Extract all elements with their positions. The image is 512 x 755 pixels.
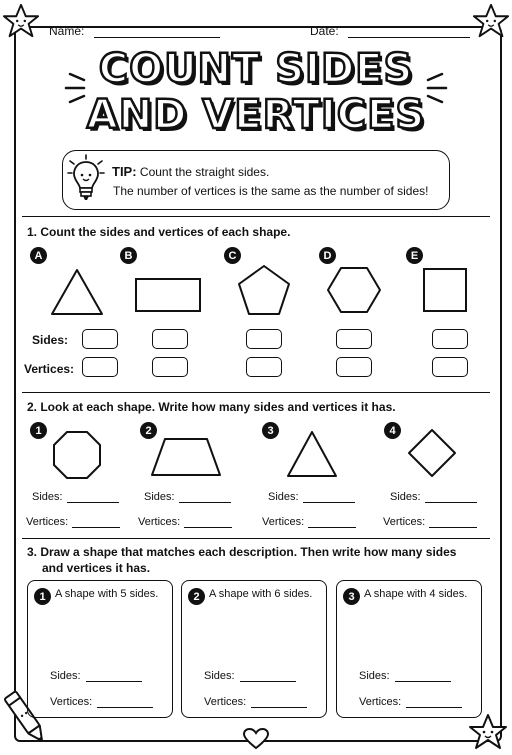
tip-box <box>62 150 450 210</box>
vertices-label: Vertices: <box>24 362 75 376</box>
name-label: Name: <box>49 24 85 38</box>
sides-answer[interactable] <box>32 490 119 503</box>
hexagon-icon <box>327 266 381 314</box>
pentagon-icon <box>237 264 291 316</box>
vertices-answer[interactable] <box>138 515 232 528</box>
card-prompt: A shape with 4 sides. <box>364 588 468 600</box>
answer-line[interactable] <box>67 490 119 503</box>
divider <box>22 216 490 217</box>
page-title-line2: AND VERTICES <box>86 92 426 138</box>
divider <box>22 392 490 393</box>
vertices-answer-box[interactable] <box>152 357 188 377</box>
shape-letter-badge: A <box>30 247 47 264</box>
shape-letter-badge: B <box>120 247 137 264</box>
sides-label: Sides: <box>359 670 390 682</box>
vertices-label: Vertices: <box>26 516 69 528</box>
sides-label: Sides: <box>32 491 63 503</box>
star-icon <box>472 2 510 40</box>
shape-number-badge: 2 <box>140 422 157 439</box>
sides-answer[interactable] <box>390 490 477 503</box>
shape-letter-badge: D <box>319 247 336 264</box>
sides-answer[interactable] <box>144 490 231 503</box>
rectangle-icon <box>135 278 201 312</box>
q2-heading: 2. Look at each shape. Write how many sides and vertices it has. <box>27 400 396 414</box>
card-prompt: A shape with 5 sides. <box>55 588 159 600</box>
triangle-icon <box>286 430 338 478</box>
vertices-answer-box[interactable] <box>82 357 118 377</box>
answer-line[interactable] <box>429 515 477 528</box>
sides-label: Sides: <box>50 670 81 682</box>
vertices-label: Vertices: <box>138 516 181 528</box>
sparkle-lines-icon <box>62 68 92 108</box>
heart-icon <box>243 728 269 750</box>
sides-answer-box[interactable] <box>152 329 188 349</box>
answer-line[interactable] <box>97 695 153 708</box>
sides-label: Sides: <box>204 670 235 682</box>
answer-line[interactable] <box>86 669 142 682</box>
vertices-answer[interactable] <box>50 695 153 708</box>
sides-label: Sides: <box>268 491 299 503</box>
name-line[interactable] <box>94 25 220 38</box>
divider <box>22 538 490 539</box>
tip-line1 <box>112 164 269 179</box>
square-icon <box>423 268 467 312</box>
sides-answer[interactable] <box>268 490 355 503</box>
sides-label: Sides: <box>390 491 421 503</box>
draw-card[interactable] <box>336 580 482 718</box>
name-field[interactable] <box>49 24 220 38</box>
card-number-badge: 2 <box>188 588 205 605</box>
vertices-label: Vertices: <box>50 696 93 708</box>
trapezoid-icon <box>150 437 222 477</box>
card-number-badge: 3 <box>343 588 360 605</box>
page-title-line1: COUNT SIDES <box>98 46 414 92</box>
triangle-icon <box>50 268 104 316</box>
q1-heading: 1. Count the sides and vertices of each shape. <box>27 225 291 239</box>
vertices-label: Vertices: <box>383 516 426 528</box>
draw-card[interactable] <box>181 580 327 718</box>
answer-line[interactable] <box>179 490 231 503</box>
card-number-badge: 1 <box>34 588 51 605</box>
vertices-answer-box[interactable] <box>336 357 372 377</box>
date-label: Date: <box>310 24 339 38</box>
diamond-icon <box>407 428 457 478</box>
shape-number-badge: 4 <box>384 422 401 439</box>
sides-answer[interactable] <box>359 669 451 682</box>
answer-line[interactable] <box>184 515 232 528</box>
vertices-label: Vertices: <box>204 696 247 708</box>
tip-text-1: Count the straight sides. <box>139 165 270 179</box>
sparkle-lines-icon <box>420 68 450 108</box>
vertices-answer[interactable] <box>262 515 356 528</box>
date-line[interactable] <box>348 25 470 38</box>
q3-heading-cont: and vertices it has. <box>42 561 151 575</box>
sides-answer-box[interactable] <box>246 329 282 349</box>
sides-answer-box[interactable] <box>82 329 118 349</box>
vertices-answer-box[interactable] <box>432 357 468 377</box>
star-icon <box>468 712 508 752</box>
date-field[interactable] <box>310 24 470 38</box>
answer-line[interactable] <box>308 515 356 528</box>
sides-answer-box[interactable] <box>336 329 372 349</box>
card-prompt: A shape with 6 sides. <box>209 588 313 600</box>
answer-line[interactable] <box>240 669 296 682</box>
vertices-label: Vertices: <box>262 516 305 528</box>
star-icon <box>2 2 40 40</box>
draw-card[interactable] <box>27 580 173 718</box>
shape-letter-badge: E <box>406 247 423 264</box>
sides-answer[interactable] <box>204 669 296 682</box>
answer-line[interactable] <box>406 695 462 708</box>
shape-number-badge: 3 <box>262 422 279 439</box>
vertices-label: Vertices: <box>359 696 402 708</box>
vertices-answer[interactable] <box>383 515 477 528</box>
answer-line[interactable] <box>395 669 451 682</box>
answer-line[interactable] <box>72 515 120 528</box>
vertices-answer[interactable] <box>204 695 307 708</box>
sides-answer[interactable] <box>50 669 142 682</box>
vertices-answer[interactable] <box>359 695 462 708</box>
sides-answer-box[interactable] <box>432 329 468 349</box>
sides-label: Sides: <box>144 491 175 503</box>
answer-line[interactable] <box>251 695 307 708</box>
vertices-answer-box[interactable] <box>246 357 282 377</box>
answer-line[interactable] <box>425 490 477 503</box>
shape-letter-badge: C <box>224 247 241 264</box>
octagon-icon <box>52 430 102 480</box>
answer-line[interactable] <box>303 490 355 503</box>
vertices-answer[interactable] <box>26 515 120 528</box>
tip-label: TIP: <box>112 164 137 179</box>
q3-heading: 3. Draw a shape that matches each description. Then write how many sides <box>27 545 457 559</box>
tip-text-2: The number of vertices is the same as the number of sides! <box>113 184 429 198</box>
sides-label: Sides: <box>32 333 69 347</box>
shape-number-badge: 1 <box>30 422 47 439</box>
lightbulb-icon <box>66 153 106 205</box>
